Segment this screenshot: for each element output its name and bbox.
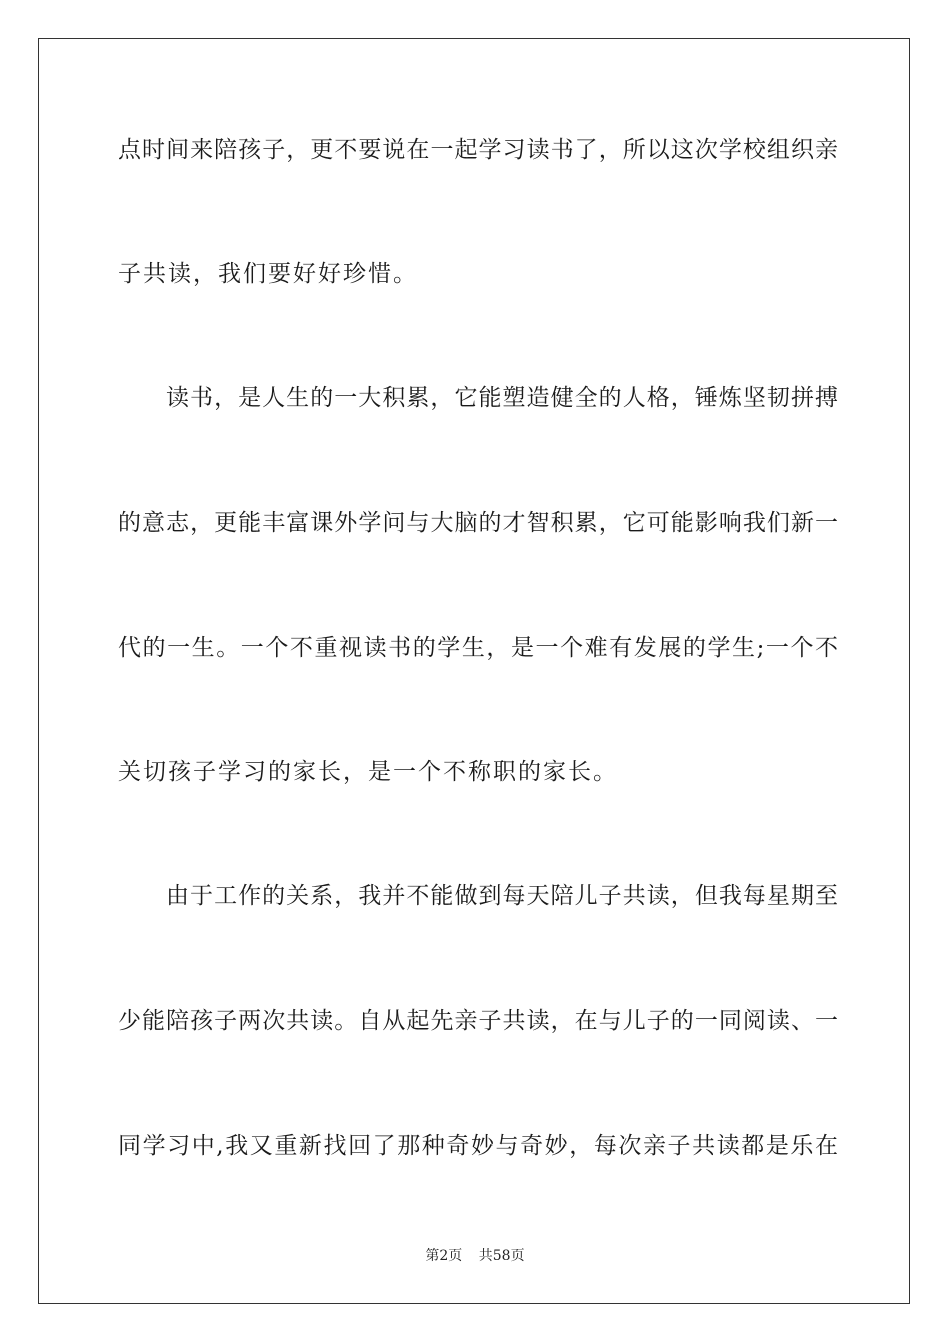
text-line: 点时间来陪孩子，更不要说在一起学习读书了，所以这次学校组织亲 bbox=[118, 137, 838, 163]
text-line: 少能陪孩子两次共读。自从起先亲子共读，在与儿子的一同阅读、一 bbox=[118, 1008, 838, 1034]
page-border bbox=[38, 38, 910, 1304]
text-line: 子共读，我们要好好珍惜。 bbox=[118, 261, 418, 287]
text-line: 同学习中,我又重新找回了那种奇妙与奇妙，每次亲子共读都是乐在 bbox=[118, 1133, 838, 1159]
paragraph-first-line: 读书，是人生的一大积累，它能塑造健全的人格，锤炼坚韧拼搏 bbox=[166, 385, 838, 411]
page-total: 共58页 bbox=[478, 1248, 525, 1264]
text-line: 关切孩子学习的家长，是一个不称职的家长。 bbox=[118, 759, 618, 785]
page-footer bbox=[0, 1246, 950, 1266]
text-line: 的意志，更能丰富课外学问与大脑的才智积累，它可能影响我们新一 bbox=[118, 510, 838, 536]
paragraph-first-line: 由于工作的关系，我并不能做到每天陪儿子共读，但我每星期至 bbox=[166, 883, 838, 909]
text-line: 代的一生。一个不重视读书的学生，是一个难有发展的学生;一个不 bbox=[118, 635, 838, 661]
page-number: 第2页 bbox=[425, 1248, 463, 1264]
